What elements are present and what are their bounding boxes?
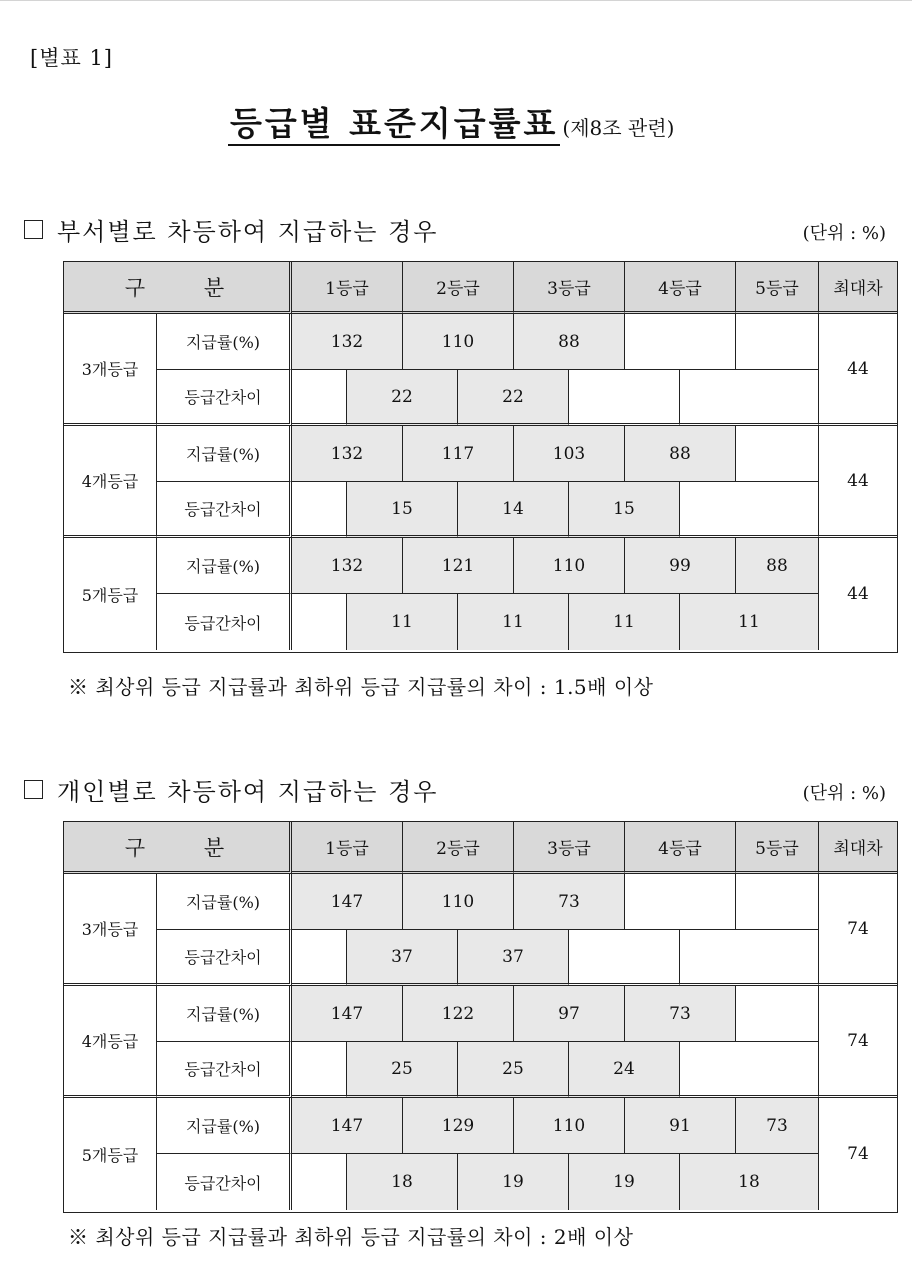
gap-value-cell: 37: [458, 930, 569, 986]
rate-value-cell: 99: [625, 538, 736, 594]
row-label-gap: 등급간차이: [157, 930, 292, 986]
rate-value-cell: 110: [403, 314, 514, 370]
empty-cell: [680, 930, 819, 986]
row-label-gap: 등급간차이: [157, 594, 292, 650]
gap-value-cell: 19: [569, 1154, 680, 1210]
group-name-cell: 5개등급: [64, 538, 157, 650]
section-heading-department: [24, 212, 438, 247]
group-name-cell: 4개등급: [64, 426, 157, 538]
section-heading-text: 부서별로 차등하여 지급하는 경우: [57, 218, 439, 246]
col-header-grade: 4등급: [625, 262, 736, 314]
section-heading-individual: [24, 772, 438, 807]
unit-label: (단위 : %): [802, 783, 886, 804]
rate-value-cell: 129: [403, 1098, 514, 1154]
col-header-grade: 5등급: [736, 262, 819, 314]
empty-cell: [569, 930, 680, 986]
document-title: 등급별 표준지급률표: [228, 104, 560, 146]
group-name-cell: 5개등급: [64, 1098, 157, 1210]
gap-value-cell: 11: [347, 594, 458, 650]
gap-value-cell: 11: [458, 594, 569, 650]
gap-value-cell: 18: [347, 1154, 458, 1210]
rate-value-cell: 88: [625, 426, 736, 482]
row-label-rate: 지급률(%): [157, 538, 292, 594]
empty-cell: [292, 1042, 347, 1098]
rate-value-cell: 110: [514, 538, 625, 594]
table-note: ※ 최상위 등급 지급률과 최하위 등급 지급률의 차이 : 2배 이상: [68, 1225, 634, 1249]
gap-value-cell: 15: [569, 482, 680, 538]
col-header-grade: 4등급: [625, 822, 736, 874]
col-header-grade: 2등급: [403, 262, 514, 314]
annex-label: [별표 1]: [30, 46, 113, 70]
col-header-division: 구 분: [64, 822, 292, 874]
group-name-cell: 3개등급: [64, 314, 157, 426]
row-label-gap: 등급간차이: [157, 1042, 292, 1098]
gap-value-cell: 25: [458, 1042, 569, 1098]
col-header-grade: 3등급: [514, 822, 625, 874]
row-label-rate: 지급률(%): [157, 1098, 292, 1154]
rate-value-cell: 88: [514, 314, 625, 370]
empty-cell: [292, 1154, 347, 1210]
empty-cell: [292, 482, 347, 538]
unit-label: (단위 : %): [802, 223, 886, 244]
gap-value-cell: 25: [347, 1042, 458, 1098]
row-label-rate: 지급률(%): [157, 314, 292, 370]
max-diff-cell: 74: [819, 986, 897, 1098]
rate-value-cell: 97: [514, 986, 625, 1042]
rate-value-cell: 132: [292, 314, 403, 370]
rate-value-cell: 132: [292, 426, 403, 482]
max-diff-cell: 44: [847, 584, 869, 604]
rate-value-cell: 110: [514, 1098, 625, 1154]
empty-cell: [292, 930, 347, 986]
document-title-area: [228, 98, 674, 145]
rate-value-cell: 110: [403, 874, 514, 930]
rate-value-cell: 91: [625, 1098, 736, 1154]
empty-cell: [736, 426, 819, 482]
max-diff-cell: 74: [847, 1144, 869, 1164]
rate-value-cell: 147: [292, 986, 403, 1042]
empty-cell: [292, 594, 347, 650]
row-label-rate: 지급률(%): [157, 874, 292, 930]
col-header-grade: 1등급: [292, 822, 403, 874]
rate-value-cell: 147: [292, 1098, 403, 1154]
rate-table-department: [63, 261, 898, 653]
col-header-max-diff: 최대차: [819, 822, 897, 874]
gap-value-cell: 22: [347, 370, 458, 426]
gap-value-cell: 11: [680, 594, 819, 650]
col-header-grade: 5등급: [736, 822, 819, 874]
checkbox-square-icon: [24, 220, 43, 239]
col-header-grade: 3등급: [514, 262, 625, 314]
document-title-suffix: (제8조 관련): [562, 116, 675, 140]
col-header-grade: 2등급: [403, 822, 514, 874]
gap-value-cell: 19: [458, 1154, 569, 1210]
rate-value-cell: 132: [292, 538, 403, 594]
empty-cell: [625, 874, 736, 930]
row-label-gap: 등급간차이: [157, 370, 292, 426]
page-top-border: [0, 0, 912, 1]
gap-value-cell: 18: [680, 1154, 819, 1210]
empty-cell: [625, 314, 736, 370]
rate-value-cell: 73: [625, 986, 736, 1042]
max-diff-cell: 44: [819, 426, 897, 538]
row-label-rate: 지급률(%): [157, 426, 292, 482]
gap-value-cell: 14: [458, 482, 569, 538]
rate-value-cell: 122: [403, 986, 514, 1042]
rate-value-cell: 121: [403, 538, 514, 594]
empty-cell: [680, 482, 819, 538]
rate-table-individual: [63, 821, 898, 1213]
rate-value-cell: 73: [736, 1098, 819, 1154]
rate-value-cell: 73: [514, 874, 625, 930]
empty-cell: [736, 314, 819, 370]
gap-value-cell: 15: [347, 482, 458, 538]
rate-value-cell: 88: [736, 538, 819, 594]
group-name-cell: 4개등급: [64, 986, 157, 1098]
group-name-cell: 3개등급: [64, 874, 157, 986]
row-label-gap: 등급간차이: [157, 1154, 292, 1210]
rate-value-cell: 103: [514, 426, 625, 482]
empty-cell: [292, 370, 347, 426]
gap-value-cell: 22: [458, 370, 569, 426]
table-note: ※ 최상위 등급 지급률과 최하위 등급 지급률의 차이 : 1.5배 이상: [68, 675, 654, 699]
rate-value-cell: 147: [292, 874, 403, 930]
empty-cell: [736, 874, 819, 930]
gap-value-cell: 24: [569, 1042, 680, 1098]
max-diff-cell: 74: [819, 874, 897, 986]
empty-cell: [680, 370, 819, 426]
empty-cell: [569, 370, 680, 426]
row-label-gap: 등급간차이: [157, 482, 292, 538]
col-header-grade: 1등급: [292, 262, 403, 314]
gap-value-cell: 37: [347, 930, 458, 986]
max-diff-cell: 44: [819, 314, 897, 426]
rate-value-cell: 117: [403, 426, 514, 482]
gap-value-cell: 11: [569, 594, 680, 650]
section-heading-text: 개인별로 차등하여 지급하는 경우: [57, 778, 439, 806]
col-header-division: 구 분: [64, 262, 292, 314]
row-label-rate: 지급률(%): [157, 986, 292, 1042]
col-header-max-diff: 최대차: [819, 262, 897, 314]
empty-cell: [736, 986, 819, 1042]
checkbox-square-icon: [24, 780, 43, 799]
empty-cell: [680, 1042, 819, 1098]
